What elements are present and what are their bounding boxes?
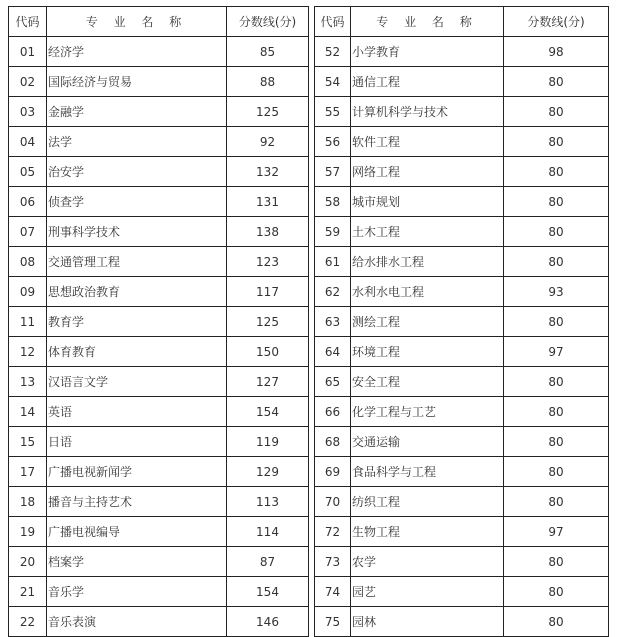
cutoff-score: 80 <box>504 457 609 487</box>
table-row <box>9 217 309 247</box>
major-code: 04 <box>9 127 47 157</box>
major-name: 播音与主持艺术 <box>47 487 227 517</box>
table-row <box>9 427 309 457</box>
table-row <box>315 427 609 457</box>
major-code: 59 <box>315 217 351 247</box>
table-row <box>315 217 609 247</box>
cutoff-score: 80 <box>504 97 609 127</box>
major-name: 金融学 <box>47 97 227 127</box>
cutoff-score: 80 <box>504 187 609 217</box>
cutoff-score: 85 <box>227 37 309 67</box>
cutoff-score: 80 <box>504 367 609 397</box>
table-row <box>315 277 609 307</box>
table-row <box>315 337 609 367</box>
cutoff-score: 154 <box>227 577 309 607</box>
major-code: 15 <box>9 427 47 457</box>
major-name: 交通运输 <box>351 427 504 457</box>
major-code: 21 <box>9 577 47 607</box>
cutoff-score: 154 <box>227 397 309 427</box>
major-code: 12 <box>9 337 47 367</box>
major-name: 英语 <box>47 397 227 427</box>
score-table-left <box>8 6 309 637</box>
cutoff-score: 80 <box>504 157 609 187</box>
table-row <box>9 187 309 217</box>
major-code: 18 <box>9 487 47 517</box>
major-code: 56 <box>315 127 351 157</box>
major-name: 治安学 <box>47 157 227 187</box>
table-row <box>9 307 309 337</box>
major-name: 体育教育 <box>47 337 227 367</box>
major-code: 03 <box>9 97 47 127</box>
table-row <box>9 157 309 187</box>
table-row <box>315 97 609 127</box>
major-name: 安全工程 <box>351 367 504 397</box>
major-name: 思想政治教育 <box>47 277 227 307</box>
major-name: 生物工程 <box>351 517 504 547</box>
cutoff-score: 88 <box>227 67 309 97</box>
cutoff-score: 125 <box>227 307 309 337</box>
cutoff-score: 87 <box>227 547 309 577</box>
major-name: 经济学 <box>47 37 227 67</box>
major-code: 06 <box>9 187 47 217</box>
major-name: 法学 <box>47 127 227 157</box>
major-name: 城市规划 <box>351 187 504 217</box>
table-row <box>9 37 309 67</box>
cutoff-score: 92 <box>227 127 309 157</box>
table-row <box>9 67 309 97</box>
major-code: 52 <box>315 37 351 67</box>
major-code: 54 <box>315 67 351 97</box>
major-name: 网络工程 <box>351 157 504 187</box>
cutoff-score: 80 <box>504 577 609 607</box>
major-name: 汉语言文学 <box>47 367 227 397</box>
major-name: 园林 <box>351 607 504 637</box>
cutoff-score: 97 <box>504 337 609 367</box>
major-code: 66 <box>315 397 351 427</box>
cutoff-score: 119 <box>227 427 309 457</box>
cutoff-score: 80 <box>504 67 609 97</box>
cutoff-score: 131 <box>227 187 309 217</box>
cutoff-score: 113 <box>227 487 309 517</box>
major-name: 软件工程 <box>351 127 504 157</box>
cutoff-score: 80 <box>504 307 609 337</box>
cutoff-score: 138 <box>227 217 309 247</box>
header-major: 专 业 名 称 <box>47 7 227 37</box>
header-code: 代码 <box>9 7 47 37</box>
major-name: 化学工程与工艺 <box>351 397 504 427</box>
cutoff-score: 80 <box>504 247 609 277</box>
major-code: 20 <box>9 547 47 577</box>
table-row <box>315 67 609 97</box>
major-name: 测绘工程 <box>351 307 504 337</box>
cutoff-score: 98 <box>504 37 609 67</box>
cutoff-score: 117 <box>227 277 309 307</box>
table-row <box>315 547 609 577</box>
table-row <box>315 367 609 397</box>
table-row <box>315 37 609 67</box>
major-code: 09 <box>9 277 47 307</box>
major-code: 68 <box>315 427 351 457</box>
major-code: 69 <box>315 457 351 487</box>
major-name: 日语 <box>47 427 227 457</box>
table-row <box>9 397 309 427</box>
major-code: 75 <box>315 607 351 637</box>
header-score: 分数线(分) <box>227 7 309 37</box>
major-code: 64 <box>315 337 351 367</box>
table-row <box>315 517 609 547</box>
major-name: 纺织工程 <box>351 487 504 517</box>
major-code: 08 <box>9 247 47 277</box>
major-name: 园艺 <box>351 577 504 607</box>
table-row <box>9 367 309 397</box>
cutoff-score: 150 <box>227 337 309 367</box>
table-row <box>9 457 309 487</box>
major-code: 17 <box>9 457 47 487</box>
header-row <box>315 7 609 37</box>
major-code: 01 <box>9 37 47 67</box>
major-name: 侦查学 <box>47 187 227 217</box>
major-name: 教育学 <box>47 307 227 337</box>
table-row <box>315 127 609 157</box>
major-name: 食品科学与工程 <box>351 457 504 487</box>
cutoff-score: 127 <box>227 367 309 397</box>
major-name: 音乐学 <box>47 577 227 607</box>
table-row <box>9 277 309 307</box>
major-name: 给水排水工程 <box>351 247 504 277</box>
cutoff-score: 80 <box>504 487 609 517</box>
major-name: 音乐表演 <box>47 607 227 637</box>
major-name: 广播电视编导 <box>47 517 227 547</box>
major-code: 57 <box>315 157 351 187</box>
major-name: 环境工程 <box>351 337 504 367</box>
major-code: 74 <box>315 577 351 607</box>
header-row <box>9 7 309 37</box>
major-code: 14 <box>9 397 47 427</box>
table-row <box>9 517 309 547</box>
major-code: 61 <box>315 247 351 277</box>
major-code: 07 <box>9 217 47 247</box>
cutoff-score: 80 <box>504 607 609 637</box>
major-code: 11 <box>9 307 47 337</box>
header-code: 代码 <box>315 7 351 37</box>
table-row <box>315 307 609 337</box>
table-row <box>315 397 609 427</box>
major-code: 63 <box>315 307 351 337</box>
major-code: 02 <box>9 67 47 97</box>
header-major: 专 业 名 称 <box>351 7 504 37</box>
major-code: 72 <box>315 517 351 547</box>
table-row <box>9 607 309 637</box>
cutoff-score: 80 <box>504 547 609 577</box>
table-row <box>315 607 609 637</box>
major-code: 22 <box>9 607 47 637</box>
major-name: 国际经济与贸易 <box>47 67 227 97</box>
cutoff-score: 114 <box>227 517 309 547</box>
table-row <box>9 487 309 517</box>
table-row <box>315 457 609 487</box>
table-row <box>9 127 309 157</box>
major-name: 水利水电工程 <box>351 277 504 307</box>
cutoff-score: 93 <box>504 277 609 307</box>
cutoff-score: 129 <box>227 457 309 487</box>
major-code: 62 <box>315 277 351 307</box>
major-code: 05 <box>9 157 47 187</box>
major-name: 刑事科学技术 <box>47 217 227 247</box>
major-code: 13 <box>9 367 47 397</box>
cutoff-score: 80 <box>504 127 609 157</box>
score-table-right <box>314 6 609 637</box>
cutoff-score: 97 <box>504 517 609 547</box>
table-row <box>9 247 309 277</box>
cutoff-score: 132 <box>227 157 309 187</box>
major-name: 广播电视新闻学 <box>47 457 227 487</box>
table-row <box>315 577 609 607</box>
cutoff-score: 80 <box>504 397 609 427</box>
major-name: 交通管理工程 <box>47 247 227 277</box>
table-row <box>9 547 309 577</box>
cutoff-score: 146 <box>227 607 309 637</box>
cutoff-score: 80 <box>504 427 609 457</box>
cutoff-score: 125 <box>227 97 309 127</box>
table-row <box>9 337 309 367</box>
table-row <box>315 187 609 217</box>
cutoff-score: 123 <box>227 247 309 277</box>
major-code: 19 <box>9 517 47 547</box>
table-row <box>315 487 609 517</box>
major-code: 58 <box>315 187 351 217</box>
major-code: 70 <box>315 487 351 517</box>
table-row <box>315 157 609 187</box>
major-name: 档案学 <box>47 547 227 577</box>
major-name: 小学教育 <box>351 37 504 67</box>
major-name: 土木工程 <box>351 217 504 247</box>
major-code: 73 <box>315 547 351 577</box>
major-name: 计算机科学与技术 <box>351 97 504 127</box>
header-score: 分数线(分) <box>504 7 609 37</box>
table-row <box>9 97 309 127</box>
table-row <box>315 247 609 277</box>
major-code: 65 <box>315 367 351 397</box>
table-row <box>9 577 309 607</box>
score-tables <box>8 6 608 636</box>
major-code: 55 <box>315 97 351 127</box>
cutoff-score: 80 <box>504 217 609 247</box>
major-name: 通信工程 <box>351 67 504 97</box>
major-name: 农学 <box>351 547 504 577</box>
